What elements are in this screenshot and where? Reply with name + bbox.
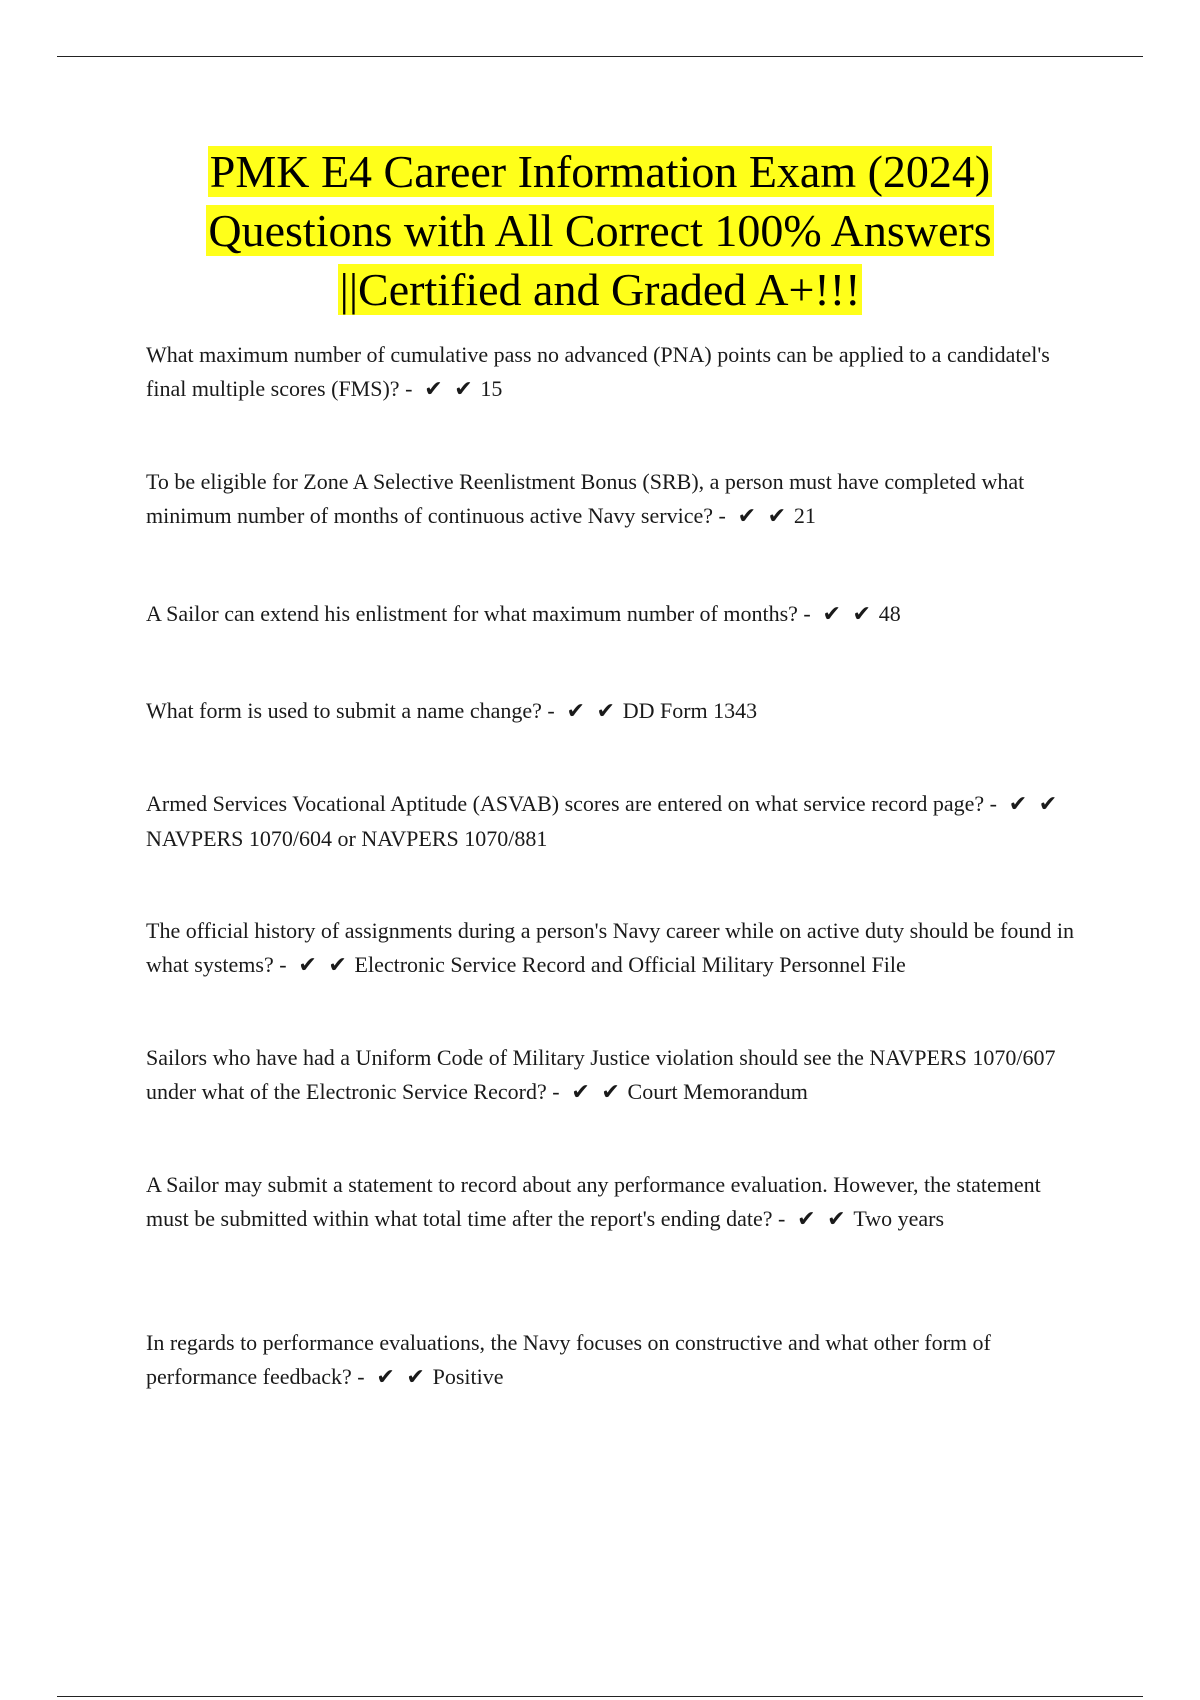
check-icon: ✔ bbox=[566, 699, 585, 724]
qa-item bbox=[146, 465, 1086, 534]
qa-item bbox=[146, 597, 1086, 632]
check-icon: ✔ bbox=[827, 1207, 846, 1232]
question-text: Sailors who have had a Uniform Code of Military Justice violation should see the NAVPERS 1070/607 under what of the Electronic Service Record? - bbox=[146, 1045, 1056, 1104]
title-line-2: Questions with All Correct 100% Answers bbox=[208, 205, 992, 256]
title-line-3: ||Certified and Graded A+!!! bbox=[339, 264, 861, 315]
check-marks bbox=[561, 694, 621, 729]
check-marks bbox=[418, 372, 478, 407]
answer-text: Electronic Service Record and Official Military Personnel File bbox=[354, 952, 906, 977]
qa-item bbox=[146, 914, 1086, 983]
bottom-rule bbox=[57, 1696, 1143, 1697]
question-text: To be eligible for Zone A Selective Reenlistment Bonus (SRB), a person must have completed what minimum number of months of continuous active Navy service? - bbox=[146, 469, 1025, 528]
check-icon: ✔ bbox=[737, 504, 757, 529]
answer-text: Court Memorandum bbox=[627, 1079, 808, 1104]
qa-item bbox=[146, 1326, 1086, 1395]
answer-text: 48 bbox=[878, 601, 901, 626]
check-icon: ✔ bbox=[571, 1080, 590, 1105]
check-marks bbox=[732, 499, 792, 534]
check-icon: ✔ bbox=[298, 953, 317, 978]
answer-text: Two years bbox=[853, 1206, 945, 1231]
check-icon: ✔ bbox=[328, 953, 347, 978]
check-marks bbox=[817, 597, 877, 632]
check-icon: ✔ bbox=[767, 504, 787, 529]
answer-text: 15 bbox=[480, 376, 503, 401]
question-text: The official history of assignments during a person's Navy career while on active duty should be found in what systems? - bbox=[146, 918, 1074, 977]
check-icon: ✔ bbox=[822, 602, 841, 627]
check-marks bbox=[566, 1075, 626, 1110]
check-icon: ✔ bbox=[424, 377, 443, 402]
question-text: What maximum number of cumulative pass no advanced (PNA) points can be applied to a candidatel's final multiple scores (FMS)? - bbox=[146, 342, 1050, 401]
check-marks bbox=[293, 948, 353, 983]
check-marks bbox=[371, 1360, 431, 1395]
check-icon: ✔ bbox=[454, 377, 473, 402]
qa-item bbox=[146, 338, 1086, 407]
check-icon: ✔ bbox=[406, 1365, 425, 1390]
qa-item bbox=[146, 1168, 1086, 1237]
question-text: A Sailor can extend his enlistment for what maximum number of months? - bbox=[146, 601, 811, 626]
check-icon: ✔ bbox=[852, 602, 871, 627]
check-icon: ✔ bbox=[1008, 792, 1028, 817]
question-text: Armed Services Vocational Aptitude (ASVAB) scores are entered on what service record page? - bbox=[146, 791, 997, 816]
check-icon: ✔ bbox=[797, 1207, 816, 1232]
qa-item bbox=[146, 1041, 1086, 1110]
answer-text: NAVPERS 1070/604 or NAVPERS 1070/881 bbox=[146, 826, 548, 851]
title-line-1: PMK E4 Career Information Exam (2024) bbox=[209, 146, 991, 197]
qa-item bbox=[146, 694, 1086, 729]
check-icon: ✔ bbox=[601, 1080, 620, 1105]
answer-text: Positive bbox=[432, 1364, 504, 1389]
question-text: What form is used to submit a name change? - bbox=[146, 698, 555, 723]
question-text: A Sailor may submit a statement to record about any performance evaluation. However, the statement must be submitted within what total time after the report's ending date? - bbox=[146, 1172, 1041, 1231]
check-marks bbox=[1003, 787, 1063, 822]
answer-text: DD Form 1343 bbox=[622, 698, 758, 723]
qa-item bbox=[146, 787, 1086, 856]
check-marks bbox=[791, 1202, 851, 1237]
document-title bbox=[80, 142, 1120, 319]
top-rule bbox=[57, 56, 1143, 57]
check-icon: ✔ bbox=[596, 699, 615, 724]
question-text: In regards to performance evaluations, the Navy focuses on constructive and what other form of performance feedback? - bbox=[146, 1330, 991, 1389]
check-icon: ✔ bbox=[376, 1365, 395, 1390]
check-icon: ✔ bbox=[1038, 792, 1058, 817]
answer-text: 21 bbox=[793, 503, 816, 528]
